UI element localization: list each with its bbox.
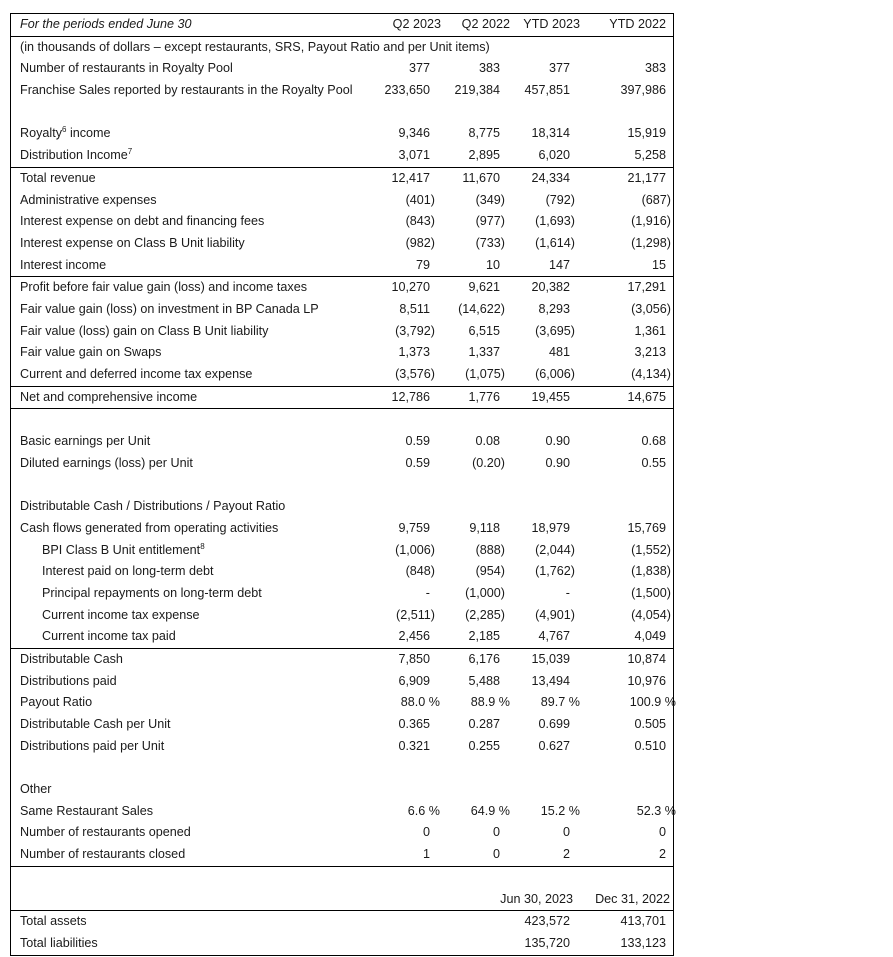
cell-value: 3,213 (634, 345, 666, 360)
units-note: (in thousands of dollars – except restaurants, SRS, Payout Ratio and per Unit items) (20, 39, 490, 54)
table-row (11, 626, 673, 648)
cell-value: 0 (492, 825, 500, 840)
row-label-text: Royalty (20, 126, 62, 141)
row-label: Total assets (20, 914, 87, 929)
cell-value: 397,986 (620, 83, 666, 98)
cell-value: (982) (405, 235, 435, 250)
cell-value: 8,775 (468, 126, 500, 141)
cell-value: 147 (548, 257, 570, 272)
balance-sheet-col-header: Jun 30, 2023 (500, 891, 573, 906)
table-row (11, 736, 673, 758)
cell-value: (687) (641, 192, 671, 207)
row-label (42, 605, 200, 627)
cell-value: 64.9 % (470, 803, 510, 818)
cell-value: 1 (422, 847, 430, 862)
row-label (20, 255, 106, 277)
row-label (20, 190, 157, 212)
cell-value: (1,762) (535, 564, 575, 579)
balance-sheet-row (11, 933, 673, 955)
row-label (20, 822, 191, 844)
row-label-text: Profit before fair value gain (loss) and income taxes (20, 280, 307, 295)
col-header-ytd-2023: YTD 2023 (523, 17, 580, 31)
cell-value: (349) (475, 192, 505, 207)
cell-value: 0.68 (641, 434, 666, 449)
cell-value: (977) (475, 214, 505, 229)
cell-value: 0 (658, 825, 666, 840)
cell-value: (2,285) (465, 607, 505, 622)
row-label (20, 736, 164, 758)
cell-value: 88.9 % (470, 695, 510, 710)
cell-value: 377 (548, 61, 570, 76)
row-label-text: Franchise Sales reported by restaurants in the Royalty Pool (20, 83, 353, 98)
row-label-text: Fair value gain (loss) on investment in BP Canada LP (20, 301, 319, 316)
cell-value: 8,293 (538, 301, 570, 316)
row-label (42, 626, 176, 648)
row-label (20, 299, 319, 321)
spacer-row (11, 408, 673, 431)
row-label (42, 540, 205, 562)
row-label (20, 692, 92, 714)
cell-value: 1,373 (398, 345, 430, 360)
table-row (11, 844, 673, 866)
cell-value: 0.510 (634, 738, 666, 753)
table-row (11, 211, 673, 233)
cell-value: 0 (562, 825, 570, 840)
row-label-text: Interest income (20, 257, 107, 272)
cell-value: (1,916) (631, 214, 671, 229)
cell-value: (1,000) (465, 585, 505, 600)
row-label-text: Net and comprehensive income (20, 389, 198, 404)
cell-value: 0.90 (545, 455, 570, 470)
cell-value: 5,258 (634, 148, 666, 163)
cell-value: (14,622) (458, 301, 505, 316)
cell-value: 423,572 (524, 914, 570, 929)
cell-value: 0.90 (545, 434, 570, 449)
cell-value: 413,701 (620, 914, 666, 929)
col-header-q2-2023: Q2 2023 (392, 17, 441, 31)
cell-value: (6,006) (535, 367, 575, 381)
cell-value: (888) (475, 542, 505, 557)
row-label (20, 518, 278, 540)
table-row (11, 496, 673, 518)
cell-value: 88.0 % (400, 695, 440, 710)
row-label (20, 364, 252, 386)
cell-value: (843) (405, 214, 435, 229)
balance-sheet-header-row (11, 889, 673, 911)
cell-value: 12,417 (391, 170, 430, 185)
row-label-suffix: income (66, 126, 111, 141)
cell-value: (4,134) (631, 367, 671, 381)
row-label (20, 431, 150, 453)
cell-value: 0.699 (538, 717, 570, 731)
cell-value: 0 (422, 825, 430, 840)
row-label (20, 496, 285, 518)
cell-value: 383 (478, 61, 500, 76)
cell-value: 0.08 (475, 434, 500, 449)
cell-value: 0.59 (405, 434, 430, 449)
row-label-text: Current and deferred income tax expense (20, 367, 253, 381)
table-row (11, 714, 673, 736)
row-label-text: Current income tax expense (42, 607, 200, 622)
table-row (11, 648, 673, 671)
row-label (20, 779, 52, 801)
cell-value: (0.20) (472, 455, 505, 470)
row-label: Total liabilities (20, 935, 98, 950)
cell-value: 2 (562, 847, 570, 862)
row-label-text: Number of restaurants closed (20, 847, 186, 862)
footnote-ref: 6 (62, 125, 67, 135)
cell-value: 10,874 (627, 651, 666, 666)
row-label (20, 844, 185, 866)
cell-value: (3,792) (395, 323, 435, 338)
row-label (20, 387, 197, 409)
cell-value: 79 (415, 257, 430, 272)
table-row (11, 431, 673, 453)
cell-value: 6.6 % (407, 803, 440, 818)
row-label-text: Distributable Cash / Distributions / Payout Ratio (20, 499, 286, 514)
cell-value: 15,769 (627, 520, 666, 535)
row-label (20, 649, 123, 671)
row-label (20, 168, 96, 190)
cell-value: 0.321 (398, 738, 430, 753)
cell-value: 18,314 (531, 126, 570, 141)
cell-value: - (425, 585, 430, 600)
cell-value: 11,670 (462, 170, 500, 185)
cell-value: 2 (658, 847, 666, 862)
balance-sheet-col-header: Dec 31, 2022 (595, 891, 670, 906)
cell-value: 3,071 (398, 148, 430, 163)
row-label (20, 211, 264, 233)
table-row (11, 779, 673, 801)
col-header-ytd-2022: YTD 2022 (609, 17, 666, 31)
cell-value: 8,511 (399, 301, 430, 316)
cell-value: - (565, 585, 570, 600)
cell-value: (1,006) (395, 542, 435, 557)
table-row (11, 605, 673, 627)
cell-value: 457,851 (524, 83, 570, 98)
row-label-text: Fair value (loss) gain on Class B Unit liability (20, 323, 269, 338)
table-row (11, 233, 673, 255)
row-label-text: Diluted earnings (loss) per Unit (20, 455, 193, 470)
table-row (11, 145, 673, 167)
row-label-text: Number of restaurants in Royalty Pool (20, 61, 233, 76)
row-label (20, 58, 233, 80)
row-label-text: Distributions paid (20, 673, 117, 688)
cell-value: 383 (644, 61, 666, 76)
cell-value: 6,909 (398, 673, 430, 688)
table-row (11, 321, 673, 343)
cell-value: 133,123 (620, 935, 666, 950)
table-body (11, 58, 676, 954)
row-label-text: Fair value gain on Swaps (20, 345, 162, 360)
col-header-q2-2022: Q2 2022 (461, 17, 510, 31)
cell-value: 9,621 (468, 280, 500, 295)
cell-value: (3,695) (535, 323, 575, 338)
row-label (20, 277, 307, 299)
footnote-ref: 8 (200, 541, 205, 551)
cell-value: 19,455 (531, 389, 570, 404)
financial-summary-table (10, 13, 674, 956)
cell-value: 6,020 (538, 148, 570, 163)
table-row (11, 540, 673, 562)
cell-value: 2,185 (468, 629, 500, 644)
cell-value: (1,614) (535, 235, 575, 250)
table-row (11, 386, 673, 409)
cell-value: 1,361 (634, 323, 666, 338)
row-label-text: Interest expense on Class B Unit liability (20, 235, 245, 250)
cell-value: 100.9 % (629, 695, 676, 710)
cell-value: 0 (492, 847, 500, 862)
row-label-text: Interest expense on debt and financing fees (20, 214, 265, 229)
cell-value: 0.287 (468, 717, 500, 731)
table-row (11, 80, 673, 102)
cell-value: 0.627 (538, 738, 570, 753)
spacer-row (11, 757, 673, 779)
row-label (20, 123, 111, 145)
row-label-text: BPI Class B Unit entitlement (42, 542, 201, 557)
cell-value: (4,901) (535, 607, 575, 622)
cell-value: 21,177 (627, 170, 666, 185)
units-note-row (11, 36, 673, 59)
table-row (11, 692, 676, 714)
cell-value: 10,976 (627, 673, 666, 688)
cell-value: 219,384 (454, 83, 500, 98)
table-row (11, 561, 673, 583)
row-label (20, 80, 353, 102)
cell-value: (4,054) (631, 607, 671, 622)
balance-sheet-row (11, 910, 673, 933)
footnote-ref: 7 (127, 147, 133, 157)
table-row (11, 123, 673, 145)
row-label (20, 321, 268, 343)
row-label-text: Other (20, 782, 52, 797)
row-label (20, 145, 132, 167)
cell-value: 24,334 (531, 170, 570, 185)
row-label-text: Same Restaurant Sales (20, 803, 154, 818)
cell-value: 17,291 (627, 280, 666, 295)
cell-value: 6,515 (468, 323, 500, 338)
cell-value: 14,675 (627, 389, 666, 404)
cell-value: 52.3 % (636, 803, 676, 818)
table-row (11, 299, 673, 321)
cell-value: 9,346 (398, 126, 430, 141)
cell-value: 1,776 (468, 389, 500, 404)
cell-value: 15,039 (531, 651, 570, 666)
cell-value: 2,456 (398, 629, 430, 644)
row-label-text: Payout Ratio (20, 695, 93, 710)
cell-value: (3,056) (631, 301, 671, 316)
cell-value: 15,919 (627, 126, 666, 141)
row-label (20, 801, 153, 823)
cell-value: 12,786 (391, 389, 430, 404)
cell-value: (1,693) (535, 214, 575, 229)
row-label (20, 671, 117, 693)
table-row (11, 58, 673, 80)
row-label (20, 233, 245, 255)
cell-value: 5,488 (468, 673, 500, 688)
cell-value: 18,979 (531, 520, 570, 535)
row-label-text: Cash flows generated from operating activities (20, 520, 279, 535)
row-label-text: Distributable Cash per Unit (20, 717, 171, 731)
cell-value: 13,494 (531, 673, 570, 688)
row-label-text: Distributable Cash (20, 651, 123, 666)
cell-value: 20,382 (531, 280, 570, 295)
cell-value: (401) (405, 192, 435, 207)
cell-value: (792) (545, 192, 575, 207)
cell-value: 0.59 (405, 455, 430, 470)
table-row (11, 190, 673, 212)
row-label-text: Distribution Income (20, 148, 128, 163)
cell-value: (1,075) (465, 367, 505, 381)
table-row (11, 276, 673, 299)
row-label (20, 342, 161, 364)
cell-value: 135,720 (524, 935, 570, 950)
cell-value: (3,576) (395, 367, 435, 381)
cell-value: 9,118 (469, 520, 500, 535)
cell-value: 15 (651, 257, 666, 272)
cell-value: (1,552) (631, 542, 671, 557)
cell-value: 89.7 % (540, 695, 580, 710)
table-row (11, 453, 673, 475)
row-label-text: Current income tax paid (42, 629, 176, 644)
spacer-row (11, 474, 673, 496)
cell-value: 10,270 (391, 280, 430, 295)
cell-value: 1,337 (468, 345, 500, 360)
cell-value: 4,049 (634, 629, 666, 644)
cell-value: 4,767 (538, 629, 570, 644)
row-label (42, 561, 214, 583)
cell-value: 0.505 (634, 717, 666, 731)
table-row (11, 671, 673, 693)
cell-value: 0.55 (641, 455, 666, 470)
cell-value: (848) (405, 564, 435, 579)
cell-value: (2,511) (396, 607, 435, 622)
cell-value: 0.255 (468, 738, 500, 753)
table-row (11, 364, 673, 386)
cell-value: 15.2 % (540, 803, 580, 818)
spacer-row (11, 866, 673, 889)
row-label-text: Number of restaurants opened (20, 825, 191, 840)
row-label-text: Administrative expenses (20, 192, 157, 207)
cell-value: (733) (475, 235, 505, 250)
row-label-text: Principal repayments on long-term debt (42, 585, 262, 600)
row-label (20, 714, 171, 736)
row-label (20, 453, 193, 475)
cell-value: (1,298) (631, 235, 671, 250)
period-label: For the periods ended June 30 (20, 17, 192, 31)
header-row (11, 14, 673, 36)
spacer-row (11, 102, 673, 124)
cell-value: (1,500) (631, 585, 671, 600)
row-label-text: Total revenue (20, 170, 96, 185)
row-label (42, 583, 262, 605)
row-label-text: Distributions paid per Unit (20, 738, 165, 753)
cell-value: 7,850 (398, 651, 430, 666)
cell-value: 2,895 (468, 148, 500, 163)
cell-value: (954) (475, 564, 505, 579)
table-row (11, 801, 676, 823)
row-label-text: Interest paid on long-term debt (42, 564, 214, 579)
cell-value: (2,044) (535, 542, 575, 557)
table-row (11, 167, 673, 190)
cell-value: 6,176 (468, 651, 500, 666)
cell-value: 481 (548, 345, 570, 360)
table-row (11, 255, 673, 277)
cell-value: (1,838) (631, 564, 671, 579)
table-row (11, 342, 673, 364)
cell-value: 233,650 (384, 83, 430, 98)
cell-value: 377 (408, 61, 430, 76)
table-row (11, 583, 673, 605)
cell-value: 0.365 (398, 717, 430, 731)
cell-value: 9,759 (398, 520, 430, 535)
row-label-text: Basic earnings per Unit (20, 434, 151, 449)
table-row (11, 822, 673, 844)
cell-value: 10 (485, 257, 500, 272)
table-row (11, 518, 673, 540)
